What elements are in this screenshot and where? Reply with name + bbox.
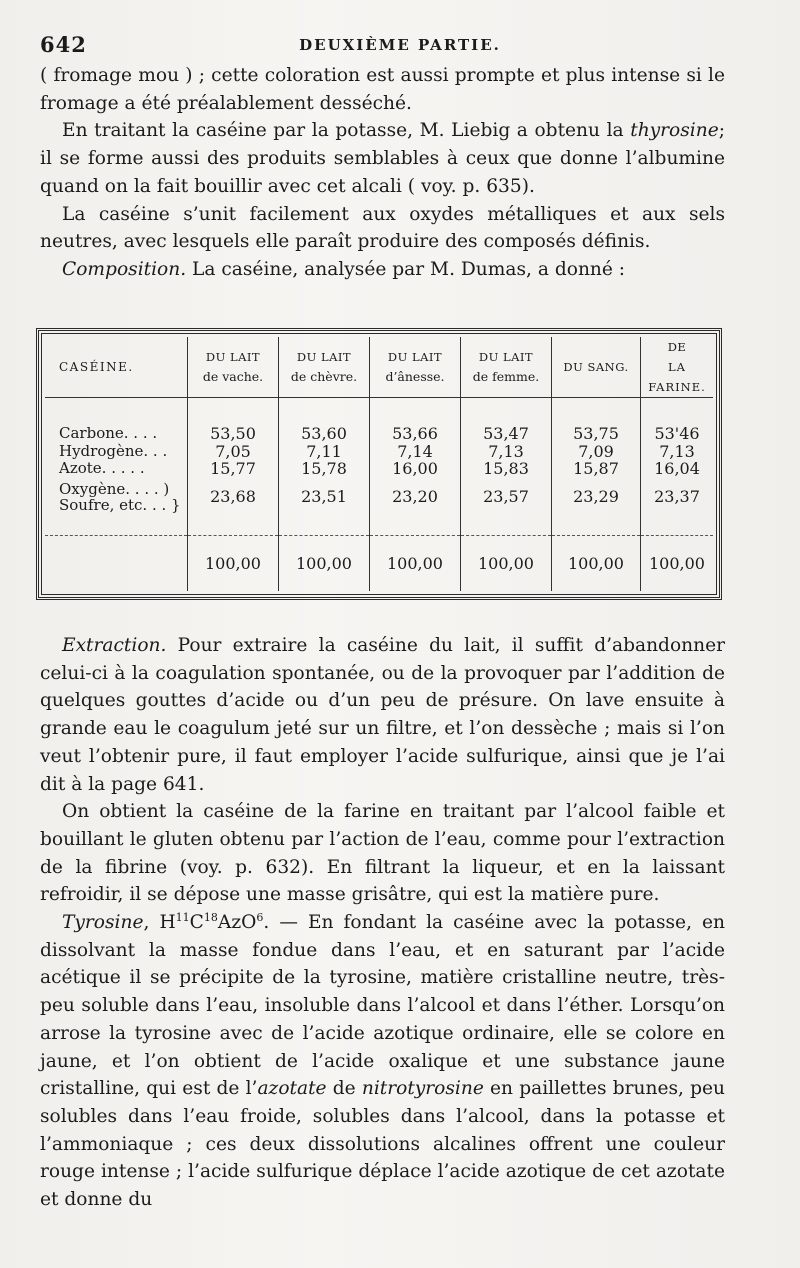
paragraph: Tyrosine, $H^{11}C^{18}AzO^6$. — En fondant la caséine avec la potasse, en dissolvant la masse fondue dans l’eau, et en saturant par l’acide acétique il se précipite de la tyrosine, matière cristalline neutre, très-peu soluble dans l’eau, insoluble dans l’alcool et dans l’éther. Lorsqu’on arrose la tyrosine avec de l’acide azotique ordinaire, elle se colore en jaune, et l’on obtient de l’acide oxalique et une substance jaune cristalline, qui est de l’azotate de nitrotyrosine en paillettes brunes, peu solubles dans l’eau froide, solubles dans l’alcool, dans la potasse et l’ammoniaque ; ces deux dissolutions alcalines offrent une couleur rouge intense ; l’acide sulfurique déplace l’acide azotique de cet azotate et donne du — [40, 911, 726, 1211]
paragraph: ( fromage mou ) ; cette coloration est aussi prompte et plus intense si le fromage a été préalablement desséché. — [40, 65, 725, 114]
paragraph: On obtient la caséine de la farine en traitant par l’alcool faible et bouillant le gluten obtenu par l’action de l’eau, comme pour l’extraction de la fibrine (voy. p. 632). En filtrant la liqueur, et en la laissant refroidir, il se dépose une masse grisâtre, qui est la matière pure. — [40, 801, 725, 906]
column-header: DU LAIT de chèvre. — [279, 337, 370, 398]
text-block-bottom — [40, 632, 725, 1214]
table-row: Oxygène. . . . ) Soufre, etc. . . } 23,68 23,51 23,20 23,57 23,29 23,37 — [45, 478, 713, 516]
column-header: DU SANG. — [552, 337, 641, 398]
composition-table-frame — [36, 328, 722, 600]
page-number: 642 — [40, 32, 87, 57]
table-row: Hydrogène. . . 7,05 7,11 7,14 7,13 7,09 7,13 — [45, 442, 713, 460]
table-row: Carbone. . . . 53,50 53,60 53,66 53,47 53,75 53'46 — [45, 424, 713, 442]
column-header: DE LA FARINE. — [641, 337, 714, 398]
text-block-top — [40, 62, 725, 284]
table-header-row — [45, 337, 713, 398]
running-head: DEUXIÈME PARTIE. — [299, 36, 501, 54]
page-header — [40, 32, 760, 58]
paragraph: En traitant la caséine par la potasse, M. Liebig a obtenu la thyrosine; il se forme aussi des produits semblables à ceux que donne l’albumine quand on la fait bouillir avec cet alcali ( voy. p. 635). — [40, 120, 725, 197]
paragraph: La caséine s’unit facilement aux oxydes métalliques et aux sels neutres, avec lesquels elle paraît produire des composés définis. — [40, 203, 725, 253]
formula: $H^{11}C^{18}AzO^6$ — [159, 911, 264, 934]
column-header: DU LAIT d’ânesse. — [370, 337, 461, 398]
table-total-row: 100,00 100,00 100,00 100,00 100,00 100,00 — [45, 536, 713, 591]
paragraph: Composition. La caséine, analysée par M. Dumas, a donné : — [62, 258, 626, 280]
table-row: Azote. . . . . 15,77 15,78 16,00 15,83 15,87 16,04 — [45, 460, 713, 478]
section-label-extraction: Extraction. — [62, 635, 167, 656]
table-corner-header: CASÉINE. — [45, 337, 188, 398]
column-header: DU LAIT de femme. — [461, 337, 552, 398]
composition-table — [45, 337, 713, 591]
paragraph: Extraction. Pour extraire la caséine du lait, il suffit d’abandonner celui-ci à la coagulation spontanée, ou de la provoquer par l’addition de quelques gouttes d’acide ou d’un peu de présure. On lave ensuite à grande eau le coagulum jeté sur un filtre, et l’on dessèche ; mais si l’on veut l’obtenir pure, il faut employer l’acide sulfurique, ainsi que je l’ai dit à la page 641. — [40, 635, 725, 795]
section-label-tyrosine: Tyrosine — [62, 912, 144, 934]
section-label-composition: Composition. — [62, 258, 187, 280]
column-header: DU LAIT de vache. — [188, 337, 279, 398]
term-thyrosine: thyrosine — [630, 120, 719, 142]
